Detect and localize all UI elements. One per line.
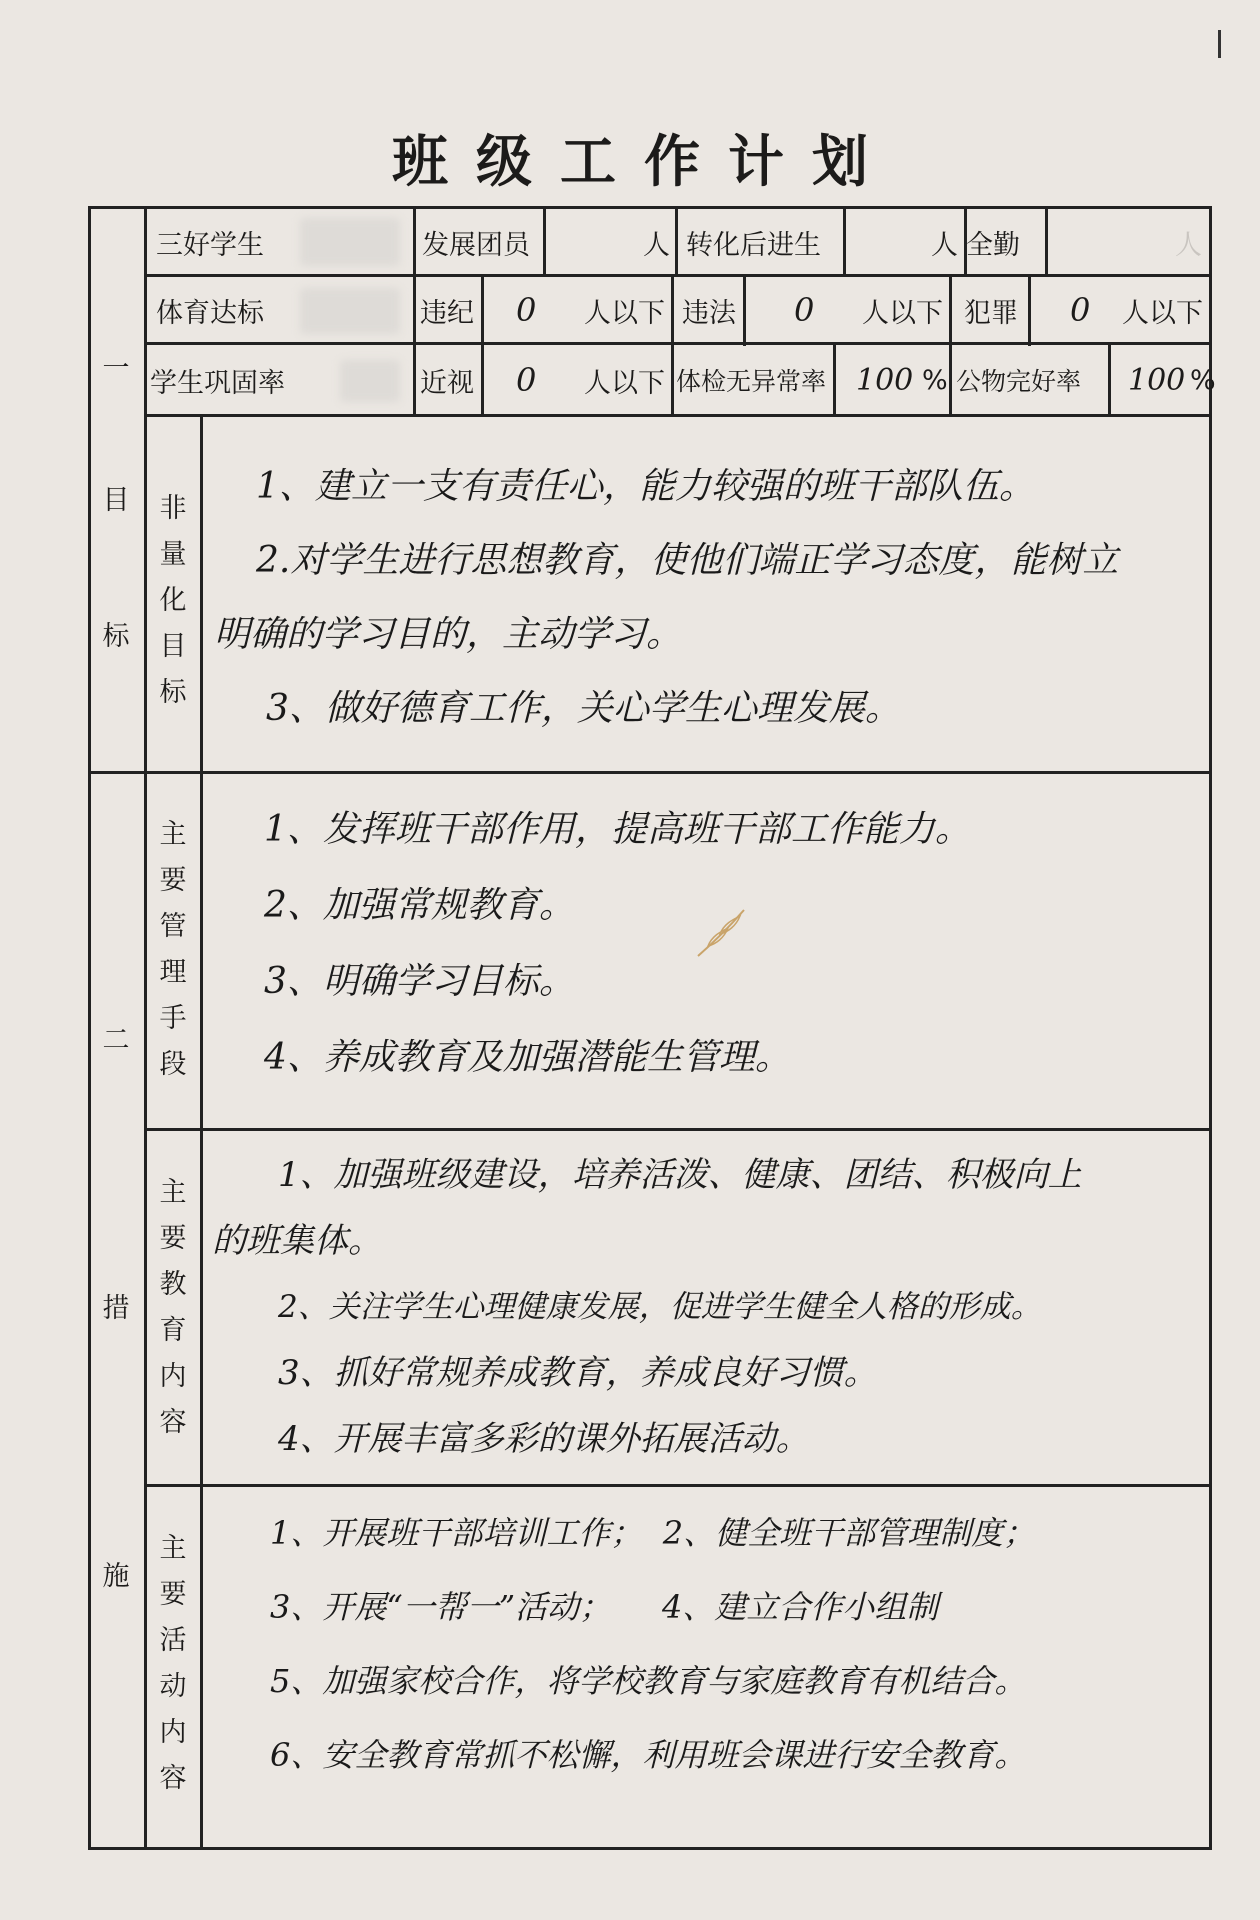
page-title: 班级工作计划 [392,129,896,195]
redacted-value [300,218,400,266]
label-char: 内 [159,1717,187,1748]
label-char: 活 [159,1625,187,1656]
label-char: 主 [159,1177,187,1208]
label-char: 内 [159,1361,187,1392]
label-fanzui: 犯罪 [964,297,1018,329]
edu-line: 4、开展丰富多彩的课外拓展活动。 [278,1419,810,1459]
label-char: 动 [159,1671,187,1702]
label-char: 要 [159,1579,187,1610]
act-label [156,1526,190,1802]
label-char: 要 [159,1223,187,1254]
value-tijian[interactable]: 100 [856,362,914,398]
label-weiji: 违纪 [420,297,474,329]
label-char: 教 [159,1269,187,1300]
goal-line: 2.对学生进行思想教育，使他们端正学习态度，能树立 [256,540,1119,581]
label-char: 管 [159,911,187,942]
label-char: 量 [159,539,187,570]
act-line: 1、开展班干部培训工作； 2、健全班干部管理制度； [270,1514,1036,1552]
section1-number: 一 [102,353,130,384]
label-char: 主 [159,819,187,850]
section1-label-char: 目 [102,485,130,516]
edu-line: 1、加强班级建设，培养活泼、健康、团结、积极向上 [278,1155,1082,1195]
label-weifa: 违法 [682,297,736,329]
redacted-value [340,360,400,402]
label-sanhao: 三好学生 [156,229,264,261]
nonquant-label [156,486,190,716]
label-zhuanhua: 转化后进生 [686,229,821,261]
goal-line: 1、建立一支有责任心，能力较强的班干部队伍。 [256,466,1035,507]
label-jinshi: 近视 [420,367,474,399]
act-line: 6、安全教育常抓不松懈，利用班会课进行安全教育。 [270,1736,1027,1774]
section2-label-char: 措 [102,1293,130,1324]
leaf-watermark-icon [694,906,748,960]
unit-tijian: % [922,364,948,396]
label-fazhan: 发展团员 [422,229,530,261]
goal-line: 3、做好德育工作，关心学生心理发展。 [266,688,901,729]
label-char: 非 [159,493,187,524]
value-fanzui[interactable]: 0 [1070,291,1091,329]
label-char: 段 [159,1049,187,1080]
value-gongwu[interactable]: 100 [1128,362,1186,398]
label-char: 目 [159,631,187,662]
edu-line: 的班集体。 [212,1221,382,1261]
act-line: 3、开展“一帮一”活动； 4、建立合作小组制 [270,1588,939,1626]
unit-quanqin: 人 [1175,229,1202,261]
unit-gongwu: % [1190,364,1216,396]
section2-number: 二 [102,1025,130,1056]
label-char: 育 [159,1315,187,1346]
section2-label-char: 施 [102,1561,130,1592]
mgmt-line: 3、明确学习目标。 [264,961,575,1002]
label-tijian: 体检无异常率 [676,367,827,396]
mgmt-line: 2、加强常规教育。 [264,885,575,926]
unit-fanzui: 人以下 [1122,297,1203,329]
unit-zhuanhua: 人 [931,229,958,261]
label-char: 标 [159,677,187,708]
unit-weifa: 人以下 [862,297,943,329]
label-tiyu: 体育达标 [156,297,264,329]
goal-line: 明确的学习目的，主动学习。 [214,614,683,655]
label-char: 主 [159,1533,187,1564]
unit-fazhan: 人 [643,229,670,261]
label-char: 容 [159,1763,187,1794]
nonquant-goals [214,450,1204,746]
label-char: 化 [159,585,187,616]
redacted-value [300,288,400,334]
label-quanqin: 全勤 [966,229,1020,261]
edge-mark [1218,30,1221,58]
label-gongwu: 公物完好率 [956,367,1082,396]
value-weiji[interactable]: 0 [516,291,537,329]
unit-weiji: 人以下 [584,297,665,329]
edu-line: 2、关注学生心理健康发展，促进学生健全人格的形成。 [278,1289,1042,1325]
act-content [270,1496,1206,1792]
label-char: 容 [159,1407,187,1438]
label-char: 手 [159,1003,187,1034]
mgmt-label [156,812,190,1088]
value-weifa[interactable]: 0 [794,291,815,329]
mgmt-line: 4、养成教育及加强潜能生管理。 [264,1037,791,1078]
edu-label [156,1170,190,1446]
act-line: 5、加强家校合作，将学校教育与家庭教育有机结合。 [270,1662,1027,1700]
label-gonggu: 学生巩固率 [150,367,285,399]
edu-content [212,1142,1204,1472]
unit-jinshi: 人以下 [584,367,665,399]
label-char: 理 [159,957,187,988]
label-char: 要 [159,865,187,896]
section1-label-char: 标 [102,621,130,652]
value-jinshi[interactable]: 0 [516,361,537,399]
mgmt-line: 1、发挥班干部作用，提高班干部工作能力。 [264,809,971,850]
edu-line: 3、抓好常规养成教育，养成良好习惯。 [278,1353,878,1393]
